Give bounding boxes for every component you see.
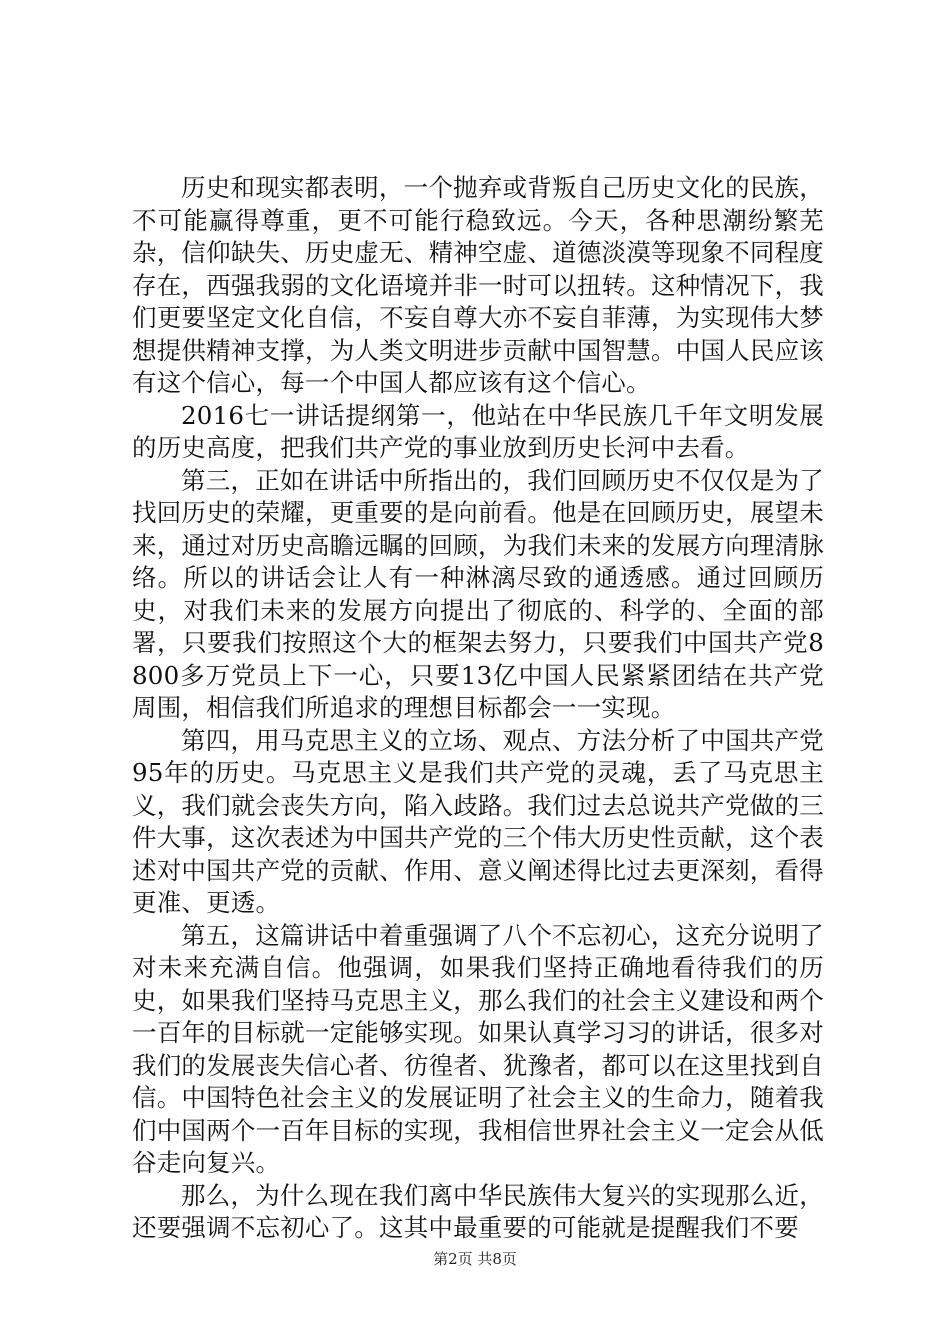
paragraph-1: 历史和现实都表明，一个抛弃或背叛自己历史文化的民族，不可能赢得尊重，更不可能行稳致远。今天，各种思潮纷繁芜杂，信仰缺失、历史虚无、精神空虚、道德淡漠等现象不同程度存在，西强我弱的文化语境并非一时可以扭转。这种情况下，我们更要坚定文化自信，不妄自尊大亦不妄自菲薄，为实现伟大梦想提供精神支撑，为人类文明进步贡献中国智慧。中国人民应该有这个信心，每一个中国人都应该有这个信心。 <box>132 173 824 397</box>
paragraph-2: 2016七一讲话提纲第一，他站在中华民族几千年文明发展的历史高度，把我们共产党的事业放到历史长河中去看。 <box>132 400 824 462</box>
paragraph-6: 那么，为什么现在我们离中华民族伟大复兴的实现那么近，还要强调不忘初心了。这其中最重要的可能就是提醒我们不要 <box>132 1180 824 1242</box>
paragraph-3: 第三，正如在讲话中所指出的，我们回顾历史不仅仅是为了找回历史的荣耀，更重要的是向前看。他是在回顾历史，展望未来，通过对历史高瞻远瞩的回顾，为我们未来的发展方向理清脉络。所以的讲话会让人有一种淋漓尽致的通透感。通过回顾历史，对我们未来的发展方向提出了彻底的、科学的、全面的部署，只要我们按照这个大的框架去努力，只要我们中国共产党8800多万党员上下一心，只要13亿中国人民紧紧团结在共产党周围，相信我们所追求的理想目标都会一一实现。 <box>132 465 824 722</box>
document-body <box>132 172 824 1245</box>
paragraph-5: 第五，这篇讲话中着重强调了八个不忘初心，这充分说明了对未来充满自信。他强调，如果我们坚持正确地看待我们的历史，如果我们坚持马克思主义，那么我们的社会主义建设和两个一百年的目标就一定能够实现。如果认真学习习的讲话，很多对我们的发展丧失信心者、彷徨者、犹豫者，都可以在这里找到自信。中国特色社会主义的发展证明了社会主义的生命力，随着我们中国两个一百年目标的实现，我相信世界社会主义一定会从低谷走向复兴。 <box>132 920 824 1177</box>
page-footer: 第2页 共8页 <box>433 1250 517 1268</box>
paragraph-4: 第四，用马克思主义的立场、观点、方法分析了中国共产党95年的历史。马克思主义是我们共产党的灵魂，丢了马克思主义，我们就会丧失方向，陷入歧路。我们过去总说共产党做的三件大事，这次表述为中国共产党的三个伟大历史性贡献，这个表述对中国共产党的贡献、作用、意义阐述得比过去更深刻，看得更准、更透。 <box>132 725 824 917</box>
